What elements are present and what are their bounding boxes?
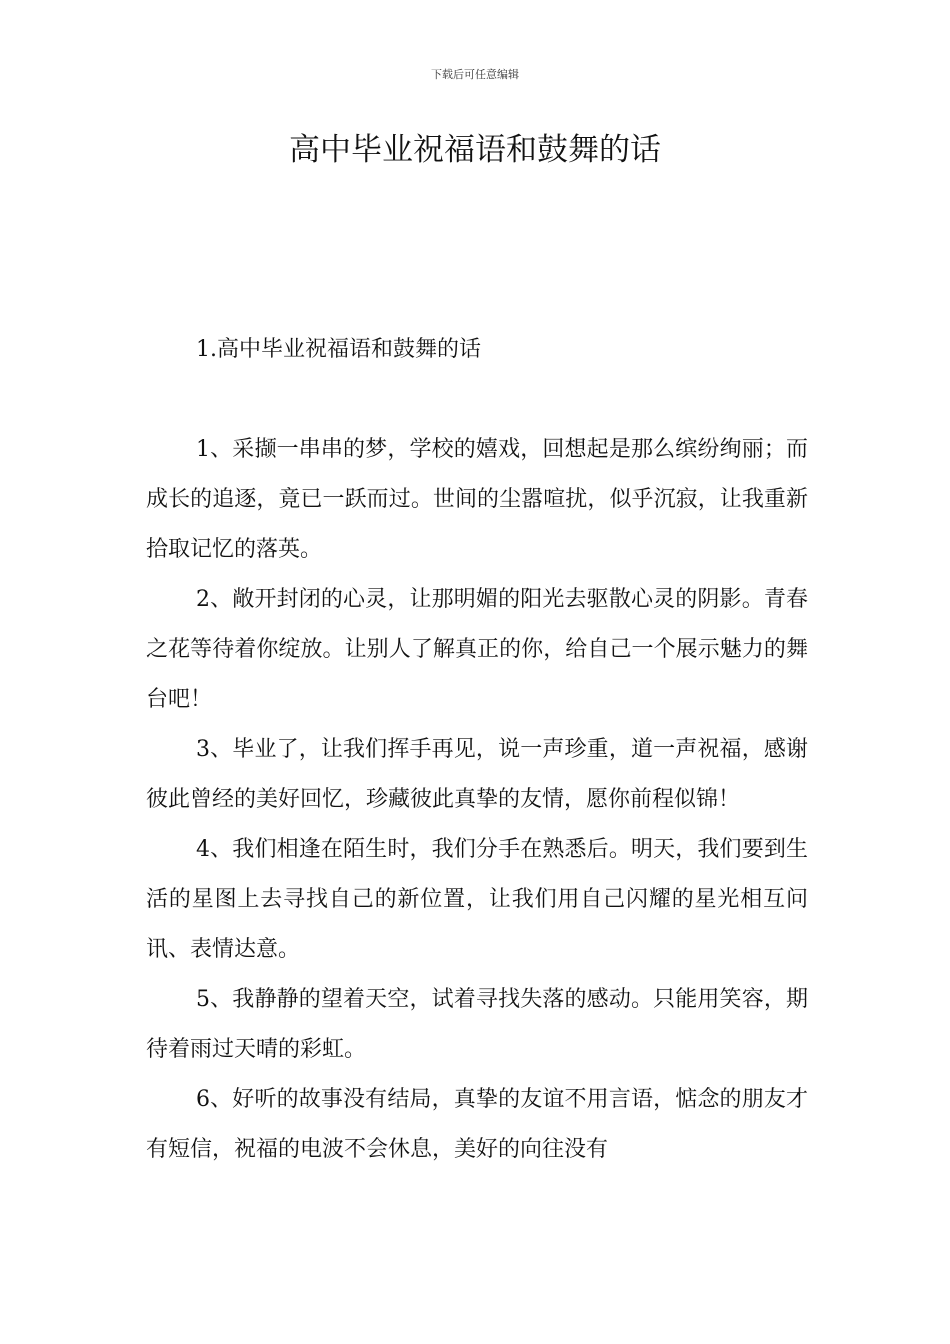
section-heading: 1.高中毕业祝福语和鼓舞的话 xyxy=(196,337,481,362)
paragraph-5: 5、我静静的望着天空，试着寻找失落的感动。只能用笑容，期待着雨过天晴的彩虹。 xyxy=(146,987,808,1062)
paragraph-1: 1、采撷一串串的梦，学校的嬉戏，回想起是那么缤纷绚丽；而成长的追逐，竟已一跃而过。世间的尘嚣喧扰，似乎沉寂，让我重新拾取记忆的落英。 xyxy=(146,437,808,562)
document-body xyxy=(146,425,808,1175)
header-note: 下载后可任意编辑 xyxy=(431,68,519,81)
document-title: 高中毕业祝福语和鼓舞的话 xyxy=(289,132,661,168)
paragraph-6: 6、好听的故事没有结局，真挚的友谊不用言语，惦念的朋友才有短信，祝福的电波不会休息，美好的向往没有 xyxy=(146,1087,808,1162)
paragraph-4: 4、我们相逢在陌生时，我们分手在熟悉后。明天，我们要到生活的星图上去寻找自己的新位置，让我们用自己闪耀的星光相互问讯、表情达意。 xyxy=(146,837,808,962)
paragraph-3: 3、毕业了，让我们挥手再见，说一声珍重，道一声祝福，感谢彼此曾经的美好回忆，珍藏彼此真挚的友情，愿你前程似锦！ xyxy=(146,737,808,812)
paragraph-2: 2、敞开封闭的心灵，让那明媚的阳光去驱散心灵的阴影。青春之花等待着你绽放。让别人了解真正的你，给自己一个展示魅力的舞台吧！ xyxy=(146,587,808,712)
